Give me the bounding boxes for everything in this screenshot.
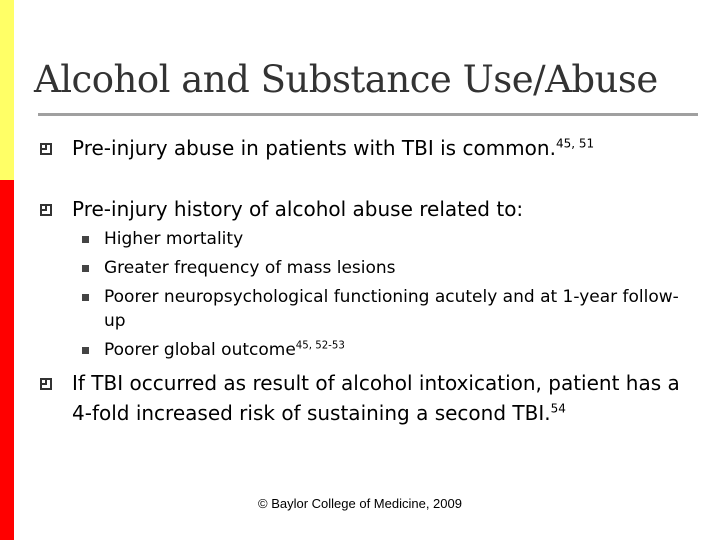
citation: 45, 52-53: [295, 340, 345, 352]
square-bullet-icon: [82, 265, 89, 272]
bullet-text: Pre-injury abuse in patients with TBI is common.$^{45, 51}$: [72, 136, 595, 160]
bullet-text: Pre-injury history of alcohol abuse related to:: [72, 197, 524, 221]
sub-bullet-text: Higher mortality: [104, 229, 244, 249]
bullet-item: [40, 133, 680, 163]
slide-title: Alcohol and Substance Use/Abuse: [34, 58, 658, 101]
sub-bullet-text: Poorer global outcome$^{45, 52-53}$: [104, 340, 345, 360]
sub-bullet-item: [80, 256, 680, 280]
title-divider: [38, 113, 698, 116]
square-bullet-icon: [82, 347, 89, 354]
accent-bar-red: [0, 180, 14, 540]
citation: 54: [550, 401, 566, 416]
hollow-square-bullet-icon: [40, 204, 52, 216]
sub-bullet-item: [80, 227, 680, 251]
sub-bullet-text: Greater frequency of mass lesions: [104, 258, 396, 278]
square-bullet-icon: [82, 294, 89, 301]
hollow-square-bullet-icon: [40, 143, 52, 155]
hollow-square-bullet-icon: [40, 378, 52, 390]
sub-bullet-item: [80, 285, 680, 333]
copyright-footer: © Baylor College of Medicine, 2009: [258, 496, 462, 511]
sub-bullet-text: Poorer neuropsychological functioning acutely and at 1-year follow-up: [104, 287, 679, 331]
bullet-item: [40, 194, 680, 224]
accent-bar-yellow: [0, 0, 14, 180]
sub-bullet-item: [80, 338, 680, 362]
bullet-text: If TBI occurred as result of alcohol intoxication, patient has a 4-fold increased risk of sustaining a second TBI.$^{54}$: [72, 371, 680, 425]
bullet-item: [40, 368, 680, 428]
square-bullet-icon: [82, 236, 89, 243]
citation: 45, 51: [555, 136, 595, 151]
